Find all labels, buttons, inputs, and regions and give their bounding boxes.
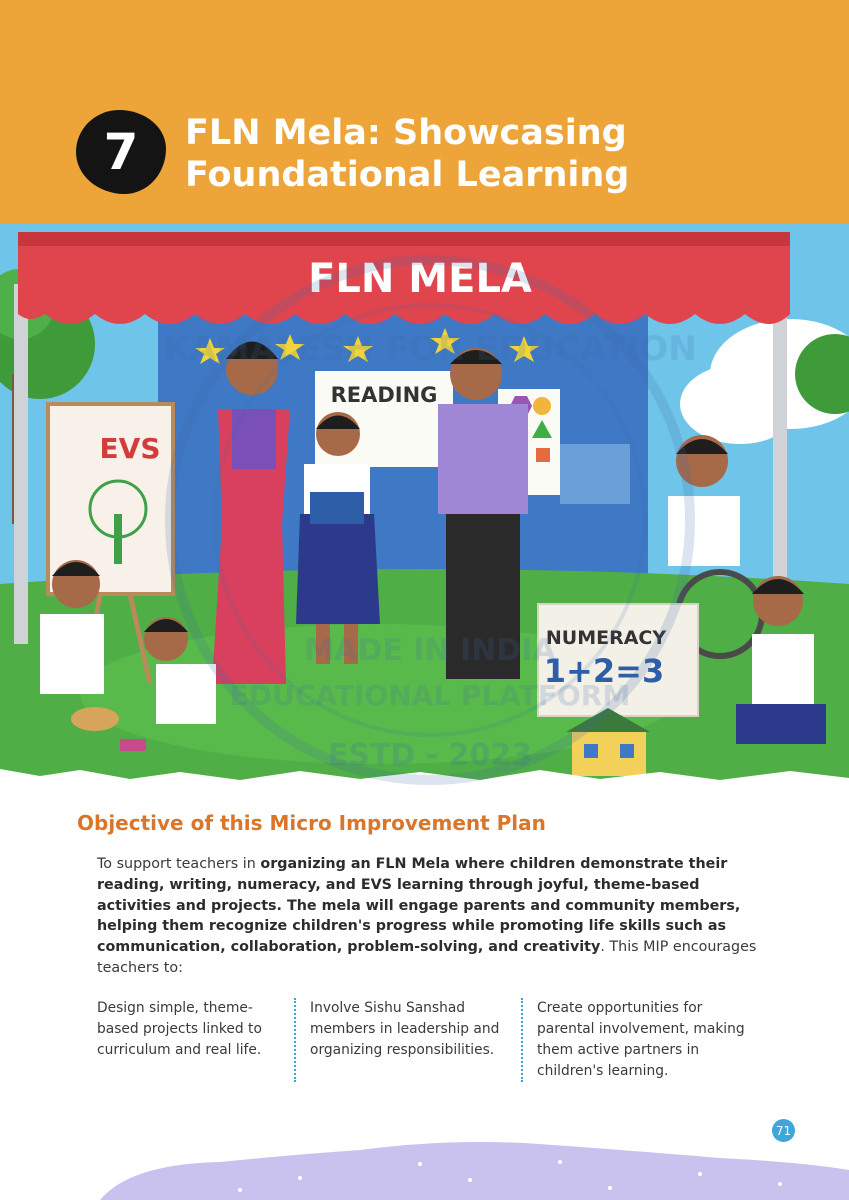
objective-intro: To support teachers in — [97, 856, 261, 872]
chapter-title-line2: Foundational Learning — [185, 155, 630, 195]
objective-heading: Objective of this Micro Improvement Plan — [77, 811, 546, 835]
reading-sign: READING — [330, 383, 438, 407]
chapter-number: 7 — [103, 123, 139, 181]
banner-text: FLN MELA — [308, 256, 532, 302]
objective-outro: . This MIP encourages teachers to: — [97, 939, 757, 976]
column-divider — [521, 998, 523, 1082]
chapter-title — [185, 112, 745, 196]
svg-text:ESTD - 2023: ESTD - 2023 — [327, 738, 533, 773]
numeracy-equation: 1+2=3 — [543, 652, 665, 690]
point-item: Create opportunities for parental involvement, making them active partners in children's learning. — [537, 1000, 745, 1079]
page-number: 71 — [775, 1123, 792, 1138]
point-item: Involve Sishu Sanshad members in leadership and organizing responsibilities. — [310, 1000, 500, 1058]
chapter-number-badge — [76, 110, 166, 194]
bottom-decorative-wave — [0, 1134, 849, 1200]
numeracy-sign: NUMERACY — [545, 627, 667, 649]
fln-mela-illustration — [0, 224, 849, 784]
point-item: Design simple, theme-based projects linked to curriculum and real life. — [97, 1000, 262, 1058]
objective-paragraph — [97, 854, 757, 979]
column-divider — [294, 998, 296, 1082]
evs-sign: EVS — [99, 432, 161, 465]
mip-points — [97, 998, 767, 1084]
objective-bold-text: organizing an FLN Mela where children demonstrate their reading, writing, numeracy, and EVS learning through joyful, theme-based activities and projects. The mela will engage parents and community members, helping them recognize children's progress while promoting life skills such as communication, collaboration, problem-solving, and creativity — [97, 856, 741, 956]
chapter-title-line1: FLN Mela: Showcasing — [185, 113, 627, 153]
